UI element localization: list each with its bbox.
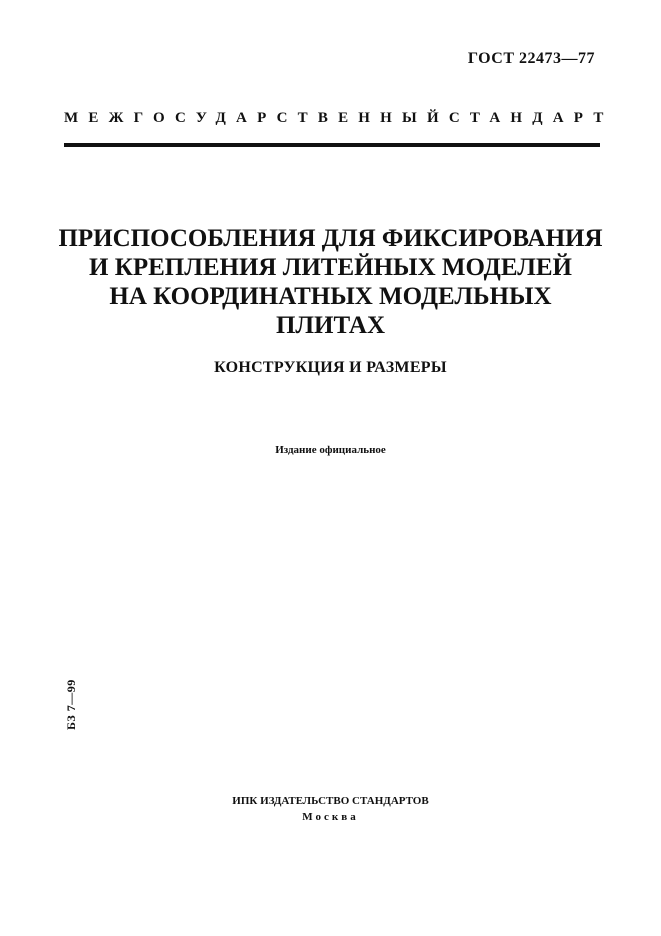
series-word-standard: СТАНДАРТ	[448, 110, 614, 126]
edition-note: Издание официальное	[275, 444, 386, 456]
standard-number: ГОСТ 22473—77	[467, 50, 595, 67]
title-line-2: И КРЕПЛЕНИЯ ЛИТЕЙНЫХ МОДЕЛЕЙ	[89, 254, 572, 281]
document-title	[40, 224, 621, 340]
title-line-3: НА КООРДИНАТНЫХ МОДЕЛЬНЫХ	[109, 283, 552, 310]
header-rule	[64, 143, 600, 147]
publisher-city: Москва	[302, 811, 359, 823]
document-subtitle: КОНСТРУКЦИЯ И РАЗМЕРЫ	[214, 359, 447, 376]
title-line-1: ПРИСПОСОБЛЕНИЯ ДЛЯ ФИКСИРОВАНИЯ	[58, 225, 603, 252]
series-heading	[64, 110, 614, 127]
side-code: БЗ 7—99	[64, 679, 78, 730]
publisher-name: ИПК ИЗДАТЕЛЬСТВО СТАНДАРТОВ	[232, 795, 429, 807]
title-line-4: ПЛИТАХ	[275, 312, 386, 339]
series-word-interstate: МЕЖГОСУДАРСТВЕННЫЙ	[64, 110, 449, 126]
